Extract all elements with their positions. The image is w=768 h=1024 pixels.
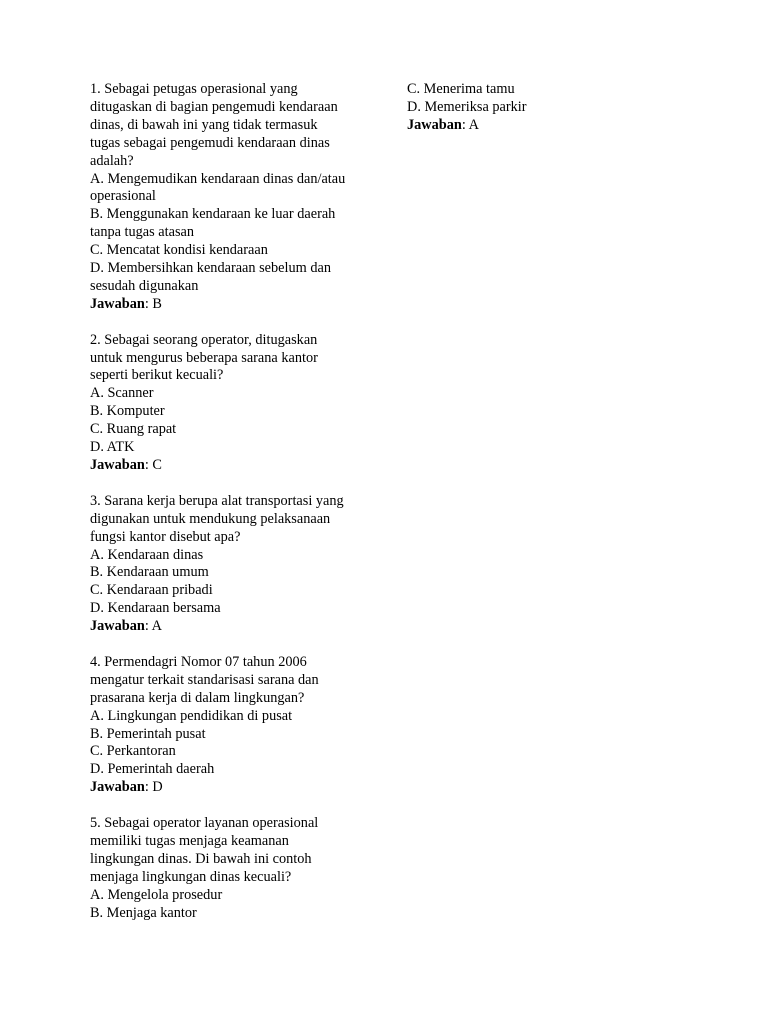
question-text-line: memiliki tugas menjaga keamanan [90, 833, 289, 849]
option-line: C. Perkantoran [90, 743, 176, 760]
question-3 [90, 493, 380, 636]
question-text-line: menjaga lingkungan dinas kecuali? [90, 868, 292, 885]
question-text-line: untuk mengurus beberapa sarana kantor [90, 349, 318, 366]
question-text-line: 5. Sebagai operator layanan operasional [90, 815, 319, 832]
answer-label: Jawaban [90, 779, 145, 796]
option-line: A. Mengemudikan kendaraan dinas dan/atau [90, 170, 346, 187]
answer-line [90, 296, 380, 314]
option-line: B. Menggunakan kendaraan ke luar daerah [90, 206, 336, 223]
question-text-line: dinas, di bawah ini yang tidak termasuk [90, 116, 318, 133]
option-line: operasional [90, 188, 156, 205]
option-line: A. Scanner [90, 385, 154, 402]
question-2 [90, 332, 380, 475]
question-text-line: seperti berikut kecuali? [90, 367, 224, 384]
option-line: tanpa tugas atasan [90, 224, 195, 241]
option-line: D. Membersihkan kendaraan sebelum dan [90, 260, 331, 277]
option-line: D. ATK [90, 439, 135, 456]
option-line: C. Kendaraan pribadi [90, 582, 213, 599]
question-text-line: lingkungan dinas. Di bawah ini contoh [90, 850, 312, 867]
question-4 [90, 654, 380, 797]
option-line: C. Ruang rapat [90, 421, 177, 438]
question-text-line: fungsi kantor disebut apa? [90, 528, 241, 545]
right-column [407, 81, 707, 135]
option-line: B. Menjaga kantor [90, 904, 197, 921]
question-text-line: 4. Permendagri Nomor 07 tahun 2006 [90, 653, 307, 670]
option-line: A. Mengelola prosedur [90, 886, 223, 903]
question-5 [90, 815, 380, 922]
question-text-line: 3. Sarana kerja berupa alat transportasi yang [90, 492, 344, 509]
question-text-line: 1. Sebagai petugas operasional yang [90, 81, 298, 97]
question-text-line: prasarana kerja di dalam lingkungan? [90, 689, 305, 706]
answer-value: : B [144, 295, 162, 312]
question-text-line: mengatur terkait standarisasi sarana dan [90, 671, 319, 688]
option-line: B. Komputer [90, 403, 165, 420]
option-line: A. Kendaraan dinas [90, 546, 204, 563]
option-line: D. Memeriksa parkir [407, 98, 527, 115]
option-line: B. Pemerintah pusat [90, 725, 206, 742]
option-line: A. Lingkungan pendidikan di pusat [90, 707, 293, 724]
question-1 [90, 81, 380, 314]
answer-line [407, 117, 707, 135]
option-line: C. Menerima tamu [407, 81, 515, 97]
question-text-line: digunakan untuk mendukung pelaksanaan [90, 510, 331, 527]
answer-value: : D [144, 779, 163, 796]
answer-value: : A [461, 116, 479, 133]
question-text-line: ditugaskan di bagian pengemudi kendaraan [90, 98, 338, 115]
answer-label: Jawaban [90, 295, 145, 312]
option-line: D. Kendaraan bersama [90, 600, 221, 617]
option-line: D. Pemerintah daerah [90, 761, 215, 778]
option-line: sesudah digunakan [90, 277, 199, 294]
answer-label: Jawaban [90, 618, 145, 635]
answer-line [90, 779, 380, 797]
question-text-line: 2. Sebagai seorang operator, ditugaskan [90, 331, 318, 348]
answer-line [90, 618, 380, 636]
answer-line [90, 457, 380, 475]
answer-label: Jawaban [407, 116, 462, 133]
option-line: B. Kendaraan umum [90, 564, 209, 581]
question-5-continued [407, 81, 707, 135]
question-text-line: adalah? [90, 152, 134, 169]
answer-value: : A [144, 618, 162, 635]
question-text-line: tugas sebagai pengemudi kendaraan dinas [90, 134, 330, 151]
answer-value: : C [144, 457, 162, 474]
answer-label: Jawaban [90, 457, 145, 474]
left-column [90, 81, 380, 940]
option-line: C. Mencatat kondisi kendaraan [90, 242, 268, 259]
